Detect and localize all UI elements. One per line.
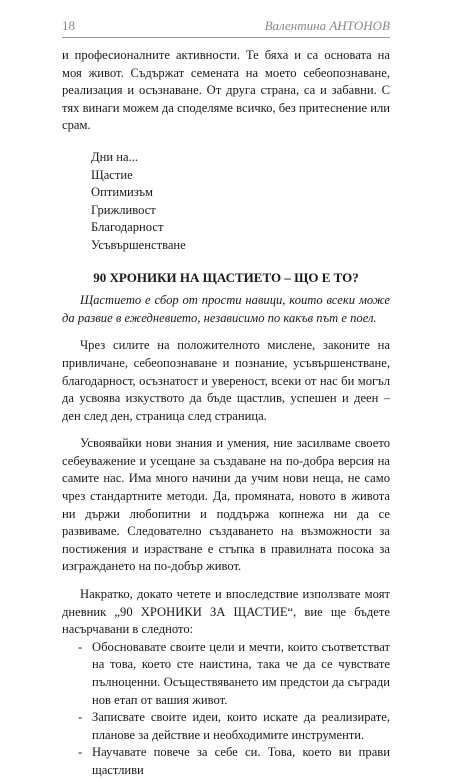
dash-marker: - xyxy=(78,710,83,725)
dash-marker: - xyxy=(78,745,83,760)
author-name: Валентина АНТОНОВ xyxy=(264,18,390,33)
days-list-item: Оптимизъм xyxy=(91,185,154,200)
days-list-intro: Дни на... xyxy=(91,149,138,164)
paragraph: Чрез силите на положителното мислене, законите на привличане, себеопознаване и познание, усъвършенстване, благодарност, осъзнатост и увереност, всеки от нас би могъл да усвоява изкуството да бъде щастлив, успешен и деен – ден след ден, страница след страница. xyxy=(62,338,390,423)
dash-list-item xyxy=(62,744,390,779)
section-heading: 90 ХРОНИКИ НА ЩАСТИЕТО – ЩО Е ТО? xyxy=(93,269,359,285)
page-number: 18 xyxy=(62,18,75,33)
dash-list-text: Обосновавате своите цели и мечти, които съответстват на това, което сте наистина, така че да се чувствате пълноценни. Осъществяването им предстои да съгради нов етап от вашия живот. xyxy=(92,639,390,707)
dash-list-item xyxy=(62,639,390,709)
days-list-item: Благодарност xyxy=(91,220,164,235)
dash-list-text: Научавате повече за себе си. Това, което ви прави щастливи xyxy=(92,745,390,777)
spacer xyxy=(62,135,390,149)
dash-list-text: Записвате своите идеи, които искате да реализирате, планове за действие и необходимите инструменти. xyxy=(92,710,390,742)
header-rule xyxy=(62,37,390,38)
running-header xyxy=(62,18,390,36)
paragraph: Усвоявайки нови знания и умения, ние засилваме своето себеуважение и усещане за създаване на по-добра версия на самите нас. Има много начини да учим нови неща, не само чрез стандартните методи. Да, промяната, новото в живота ни държи любопитни и поддържа копнежа ни да се развиваме. Следователно създаването на възможности за постижения и израстване е стъпка в правилната посока за изграждането на по-добър живот. xyxy=(62,436,390,574)
dash-list-item xyxy=(62,709,390,744)
section-intro-italic: Щастието е сбор от прости навици, които всеки може да развие в ежедневието, независимо по какъв път е поел. xyxy=(62,293,390,325)
dash-list xyxy=(62,639,390,780)
spacer xyxy=(62,327,390,337)
spacer xyxy=(62,425,390,435)
days-list-item: Грижливост xyxy=(91,202,156,217)
spacer xyxy=(62,576,390,586)
days-list xyxy=(62,149,390,255)
days-list-item: Усъвършенстване xyxy=(91,237,186,252)
paragraph-continued: и професионалните активности. Те бяха и са основата на моя живот. Съдържат семената на моето себеопознаване, реализация и осъзнаване. От друга страна, са и забавни. С тях винаги можем да споделяме всичко, без притеснение или срам. xyxy=(62,48,390,133)
dash-marker: - xyxy=(78,639,83,654)
days-list-item: Щастие xyxy=(91,167,133,182)
spacer xyxy=(62,255,390,269)
page-body xyxy=(62,47,390,780)
paragraph: Накратко, докато четете и впоследствие използвате моят дневник „90 ХРОНИКИ ЗА ЩАСТИЕ“, вие ще бъдете насърчавани в следното: xyxy=(62,587,390,637)
